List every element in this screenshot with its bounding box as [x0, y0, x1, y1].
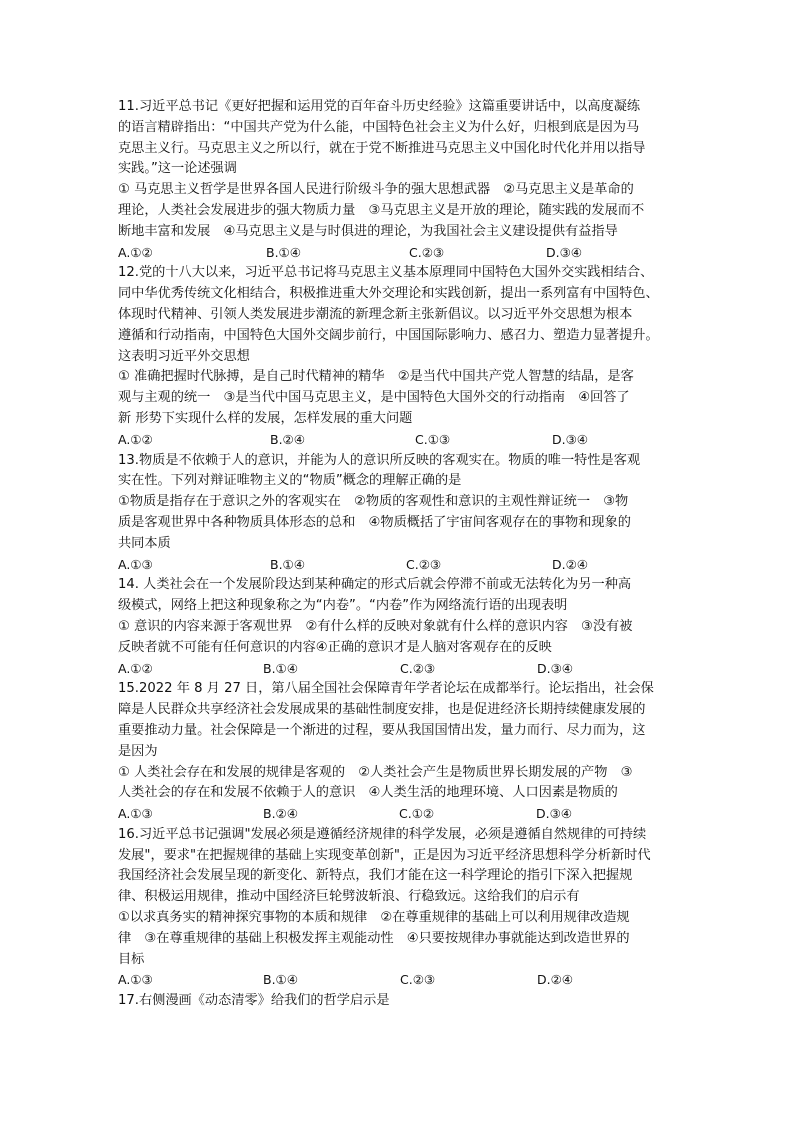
option-c[interactable]: C.②③ [406, 556, 442, 572]
question-16 [118, 825, 678, 991]
question-13 [118, 451, 678, 576]
question-text-line: 障是人民群众共享经济社会发展成果的基础性制度安排，也是促进经济长期持续健康发展的 [118, 702, 646, 718]
question-text-line: 克思主义行。马克思主义之所以行，就在于党不断推进马克思主义中国化时代化并用以指导 [118, 140, 646, 156]
question-text-line: 的语言精辟指出：“中国共产党为什么能，中国特色社会主义为什么好，归根到底是因为马 [118, 119, 640, 135]
statement-line: 观与主观的统一 ③是当代中国马克思主义，是中国特色大国外交的行动指南 ④回答了 [118, 390, 630, 406]
statement-line: 反映者就不可能有任何意识的内容④正确的意识才是人脑对客观存在的反映 [118, 639, 552, 655]
option-b[interactable]: B.②④ [263, 806, 298, 822]
question-text-line: 15.2022 年 8 月 27 日，第八届全国社会保障青年学者论坛在成都举行。论坛指出，社会保 [118, 681, 654, 697]
question-text-line: 律、积极运用规律，推动中国经济巨轮劈波斩浪、行稳致远。这给我们的启示有 [118, 889, 580, 905]
exam-page [118, 97, 678, 1012]
answer-options [118, 243, 678, 264]
answer-options [118, 430, 678, 451]
option-b[interactable]: B.①④ [266, 244, 301, 260]
question-14 [118, 575, 678, 679]
option-b[interactable]: B.①④ [263, 972, 298, 988]
question-text-line: 12.党的十八大以来，习近平总书记将马克思主义基本原理同中国特色大国外交实践相结合、 [118, 265, 654, 281]
option-a[interactable]: A.①② [118, 431, 153, 447]
question-text-line: 级模式，网络上把这种现象称之为“内卷”。“内卷”作为网络流行语的出现表明 [118, 598, 568, 614]
question-text-line: 遵循和行动指南，中国特色大国外交阔步前行，中国国际影响力、感召力、塑造力显著提升。 [118, 327, 659, 343]
statement-line: ①物质是指存在于意识之外的客观实在 ②物质的客观性和意识的主观性辩证统一 ③物 [118, 494, 629, 510]
question-15 [118, 679, 678, 825]
option-b[interactable]: B.②④ [270, 431, 305, 447]
option-a[interactable]: A.①③ [118, 806, 153, 822]
option-c[interactable]: C.①③ [415, 431, 451, 447]
option-d[interactable]: D.②④ [537, 972, 574, 988]
question-text-line: 重要推动力量。社会保障是一个渐进的过程，要从我国国情出发，量力而行、尽力而为，这 [118, 722, 646, 738]
question-text-line: 实在性。下列对辩证唯物主义的“物质”概念的理解正确的是 [118, 473, 462, 489]
option-a[interactable]: A.①② [118, 244, 153, 260]
question-text-line: 13.物质是不依赖于人的意识，并能为人的意识所反映的客观实在。物质的唯一特性是客观 [118, 452, 641, 468]
statement-line: 共同本质 [118, 535, 171, 551]
answer-options [118, 804, 678, 825]
question-text-line: 16.习近平总书记强调"发展必须是遵循经济规律的科学发展，必须是遵循自然规律的可持续 [118, 826, 647, 842]
statement-line: 新 形势下实现什么样的发展，怎样发展的重大问题 [118, 410, 413, 426]
option-d[interactable]: D.③④ [536, 806, 573, 822]
option-a[interactable]: A.①③ [118, 556, 153, 572]
statement-line: 律 ③在尊重规律的基础上积极发挥主观能动性 ④只要按规律办事就能达到改造世界的 [118, 930, 630, 946]
answer-options [118, 555, 678, 576]
option-c[interactable]: C.②③ [400, 972, 436, 988]
statement-line: 目标 [118, 951, 145, 967]
option-d[interactable]: D.③④ [552, 431, 589, 447]
statement-line: ① 人类社会存在和发展的规律是客观的 ②人类社会产生是物质世界长期发展的产物 ③ [118, 764, 633, 780]
statement-line: 断地丰富和发展 ④马克思主义是与时俱进的理论，为我国社会主义建设提供有益指导 [118, 223, 618, 239]
statement-line: 质是客观世界中各种物质具体形态的总和 ④物质概括了宇宙间客观存在的事物和现象的 [118, 514, 631, 530]
statement-line: ① 马克思主义哲学是世界各国人民进行阶级斗争的强大思想武器 ②马克思主义是革命的 [118, 182, 634, 198]
option-d[interactable]: D.②④ [552, 556, 589, 572]
question-text-line: 实践。”这一论述强调 [118, 161, 237, 177]
option-b[interactable]: B.①④ [263, 660, 298, 676]
answer-options [118, 970, 678, 991]
question-text-line: 体现时代精神、引领人类发展进步潮流的新理念新主张新倡议。以习近平外交思想为根本 [118, 306, 633, 322]
question-text-line: 14. 人类社会在一个发展阶段达到某种确定的形式后就会停滞不前或无法转化为另一种高 [118, 577, 632, 593]
option-c[interactable]: C.①② [399, 806, 435, 822]
question-text-line: 11.习近平总书记《更好把握和运用党的百年奋斗历史经验》这篇重要讲话中，以高度凝练 [118, 99, 641, 114]
option-a[interactable]: A.①③ [118, 972, 153, 988]
statement-line: ①以求真务实的精神探究事物的本质和规律 ②在尊重规律的基础上可以利用规律改造规 [118, 910, 630, 926]
question-text-line: 发展"，要求"在把握规律的基础上实现变革创新"，正是因为习近平经济思想科学分析新时代 [118, 847, 651, 863]
question-12 [118, 263, 678, 450]
option-c[interactable]: C.②③ [400, 660, 436, 676]
statement-line: ① 准确把握时代脉搏，是自己时代精神的精华 ②是当代中国共产党人智慧的结晶，是客 [118, 369, 634, 385]
question-text-line: 这表明习近平外交思想 [118, 348, 250, 364]
option-d[interactable]: D.③④ [546, 244, 583, 260]
answer-options [118, 659, 678, 680]
question-11 [118, 97, 678, 263]
question-text-line: 17.右侧漫画《动态清零》给我们的哲学启示是 [118, 993, 390, 1009]
statement-line: 人类社会的存在和发展不依赖于人的意识 ④人类生活的地理环境、人口因素是物质的 [118, 785, 618, 801]
statement-line: 理论，人类社会发展进步的强大物质力量 ③马克思主义是开放的理论，随实践的发展而不 [118, 202, 645, 218]
question-text-line: 是因为 [118, 743, 158, 759]
option-a[interactable]: A.①② [118, 660, 153, 676]
option-c[interactable]: C.②③ [409, 244, 445, 260]
question-17 [118, 991, 678, 1012]
question-text-line: 同中华优秀传统文化相结合，积极推进重大外交理论和实践创新，提出一系列富有中国特色、 [118, 286, 659, 302]
option-b[interactable]: B.①④ [270, 556, 305, 572]
question-text-line: 我国经济社会发展呈现的新变化、新特点，我们才能在这一科学理论的指引下深入把握规 [118, 868, 633, 884]
statement-line: ① 意识的内容来源于客观世界 ②有什么样的反映对象就有什么样的意识内容 ③没有被 [118, 618, 633, 634]
option-d[interactable]: D.③④ [537, 660, 574, 676]
